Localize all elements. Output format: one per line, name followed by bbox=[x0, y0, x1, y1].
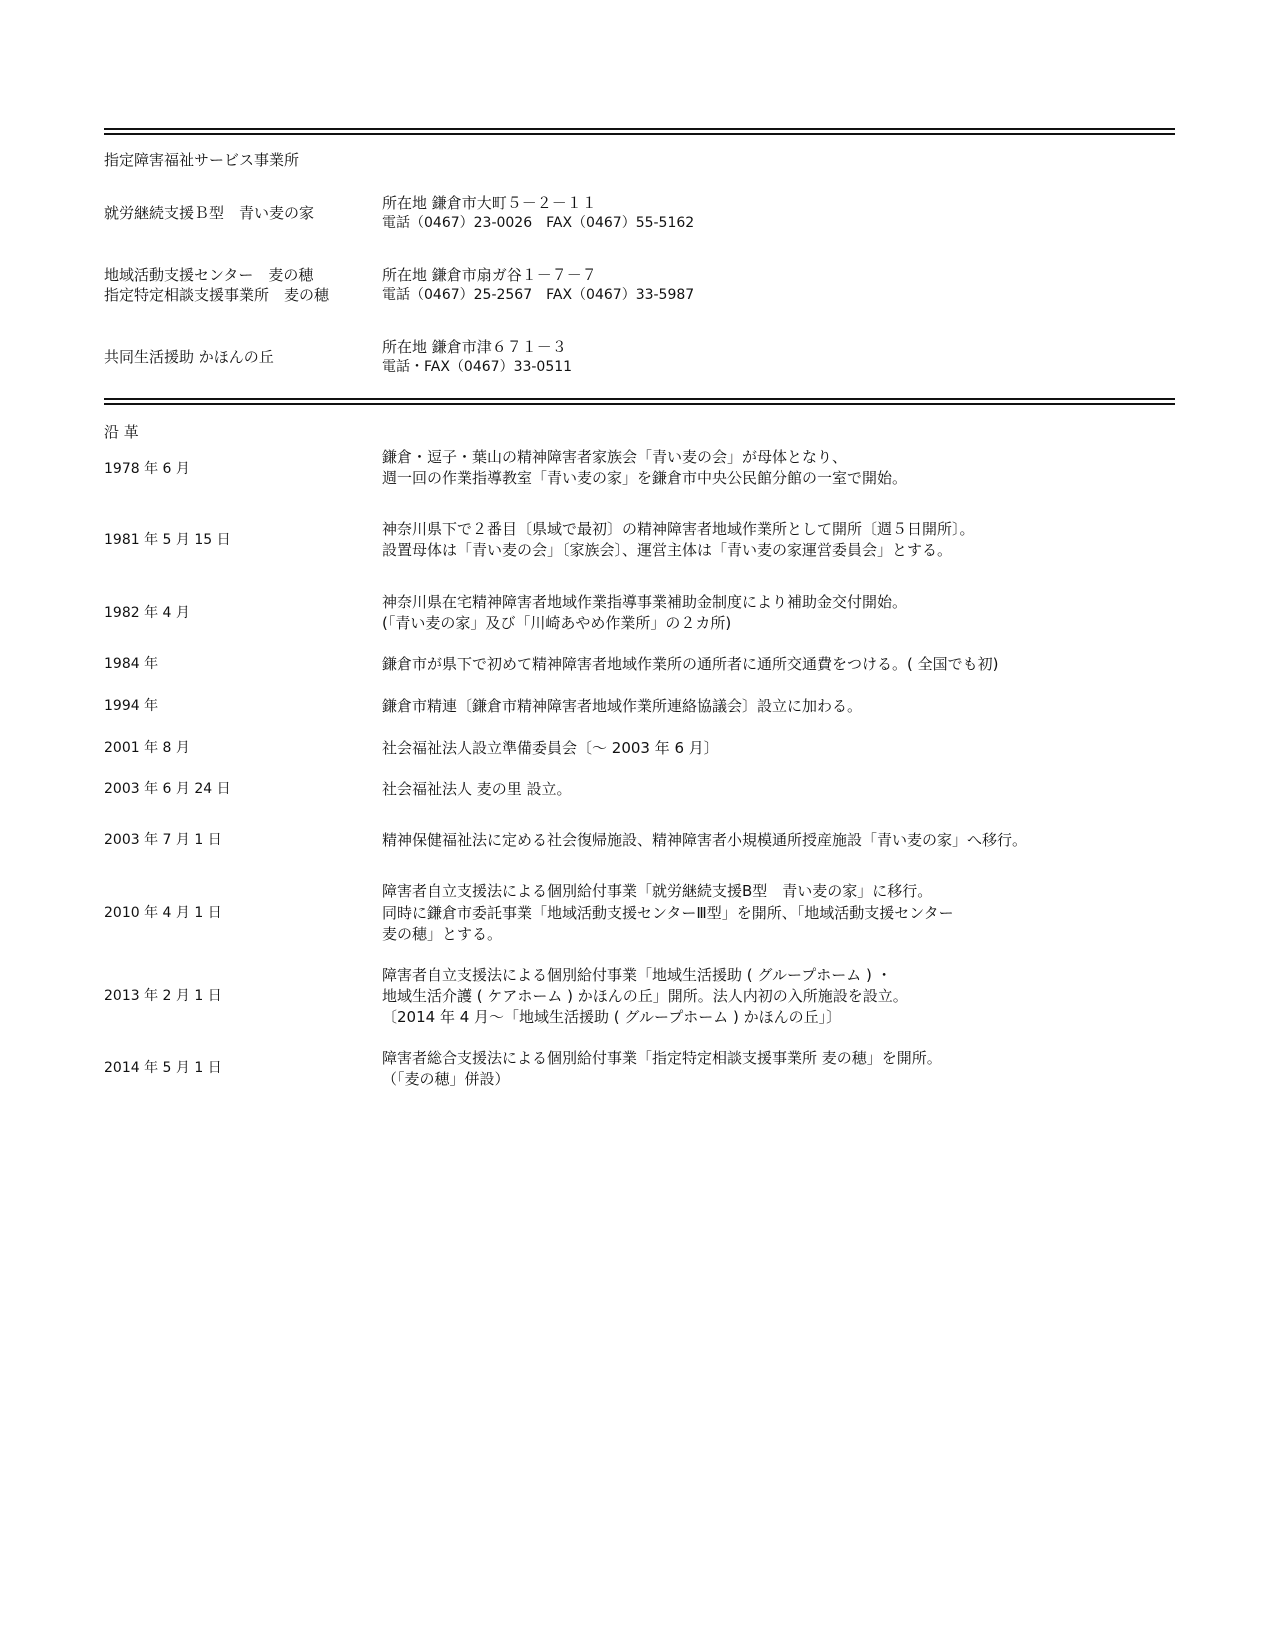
history-date: 1994 年 bbox=[104, 698, 159, 714]
history-text: 設置母体は「青い麦の会」〔家族会〕、運営主体は「青い麦の家運営委員会」とする。 bbox=[382, 541, 953, 559]
history-text: 同時に鎌倉市委託事業「地域活動支援センターⅢ型」を開所、「地域活動支援センター bbox=[382, 904, 954, 922]
history-date: 1981 年 5 月 15 日 bbox=[104, 532, 231, 548]
facilities-heading: 指定障害福祉サービス事業所 bbox=[104, 151, 300, 169]
history-text: 障害者総合支援法による個別給付事業「指定特定相談支援事業所 麦の穂」を開所。 bbox=[382, 1049, 942, 1067]
history-heading: 沿 革 bbox=[104, 423, 139, 441]
history-date: 1982 年 4 月 bbox=[104, 605, 190, 621]
history-text: 神奈川県下で２番目〔県域で最初〕の精神障害者地域作業所として開所〔週５日開所〕。 bbox=[382, 520, 975, 538]
history-text: 鎌倉・逗子・葉山の精神障害者家族会「青い麦の会」が母体となり、 bbox=[382, 448, 848, 466]
history-date: 2003 年 7 月 1 日 bbox=[104, 832, 222, 848]
history-date: 1984 年 bbox=[104, 656, 159, 672]
history-text: 障害者自立支援法による個別給付事業「地域生活援助 ( グループホーム ) ・ bbox=[382, 966, 892, 984]
facility-address: 所在地 鎌倉市津６７１－３ bbox=[382, 338, 567, 356]
facility-name: 共同生活援助 かほんの丘 bbox=[104, 348, 274, 366]
facility-phone: 電話・FAX（0467）33-0511 bbox=[382, 359, 573, 375]
facility-address: 所在地 鎌倉市扇ガ谷１－７－７ bbox=[382, 266, 597, 284]
history-date: 2014 年 5 月 1 日 bbox=[104, 1060, 222, 1076]
facility-name: 就労継続支援Ｂ型 青い麦の家 bbox=[104, 204, 315, 222]
history-date: 2001 年 8 月 bbox=[104, 740, 190, 756]
history-text: 〔2014 年 4 月～「地域生活援助 ( グループホーム ) かほんの丘」〕 bbox=[382, 1008, 842, 1026]
history-date: 2010 年 4 月 1 日 bbox=[104, 905, 222, 921]
history-text: 社会福祉法人設立準備委員会〔～ 2003 年 6 月〕 bbox=[382, 739, 719, 757]
history-text: 社会福祉法人 麦の里 設立。 bbox=[382, 780, 572, 798]
history-text: 地域生活介護 ( ケアホーム ) かほんの丘」開所。法人内初の入所施設を設立。 bbox=[382, 987, 908, 1005]
history-text: (「青い麦の家」及び「川崎あやめ作業所」の２カ所) bbox=[382, 614, 732, 632]
facility-address: 所在地 鎌倉市大町５－２－１１ bbox=[382, 194, 597, 212]
facility-phone: 電話（0467）25-2567 FAX（0467）33-5987 bbox=[382, 287, 695, 303]
middle-double-rule bbox=[104, 398, 1175, 405]
history-text: 鎌倉市が県下で初めて精神障害者地域作業所の通所者に通所交通費をつける。( 全国でも初) bbox=[382, 655, 999, 673]
history-date: 2013 年 2 月 1 日 bbox=[104, 988, 222, 1004]
history-text: 鎌倉市精連〔鎌倉市精神障害者地域作業所連絡協議会〕設立に加わる。 bbox=[382, 697, 863, 715]
history-text: 精神保健福祉法に定める社会復帰施設、精神障害者小規模通所授産施設「青い麦の家」へ移行。 bbox=[382, 831, 1028, 849]
history-text: 神奈川県在宅精神障害者地域作業指導事業補助金制度により補助金交付開始。 bbox=[382, 593, 908, 611]
history-text: （「麦の穂」併設） bbox=[382, 1070, 510, 1088]
history-text: 週一回の作業指導教室「青い麦の家」を鎌倉市中央公民館分館の一室で開始。 bbox=[382, 469, 908, 487]
top-double-rule bbox=[104, 128, 1175, 135]
history-date: 2003 年 6 月 24 日 bbox=[104, 781, 231, 797]
history-text: 麦の穂」とする。 bbox=[382, 925, 503, 943]
facility-phone: 電話（0467）23-0026 FAX（0467）55-5162 bbox=[382, 215, 695, 231]
facility-name: 指定特定相談支援事業所 麦の穂 bbox=[104, 286, 330, 304]
history-date: 1978 年 6 月 bbox=[104, 461, 190, 477]
facility-name: 地域活動支援センター 麦の穂 bbox=[104, 266, 314, 284]
history-text: 障害者自立支援法による個別給付事業「就労継続支援B型 青い麦の家」に移行。 bbox=[382, 882, 933, 900]
